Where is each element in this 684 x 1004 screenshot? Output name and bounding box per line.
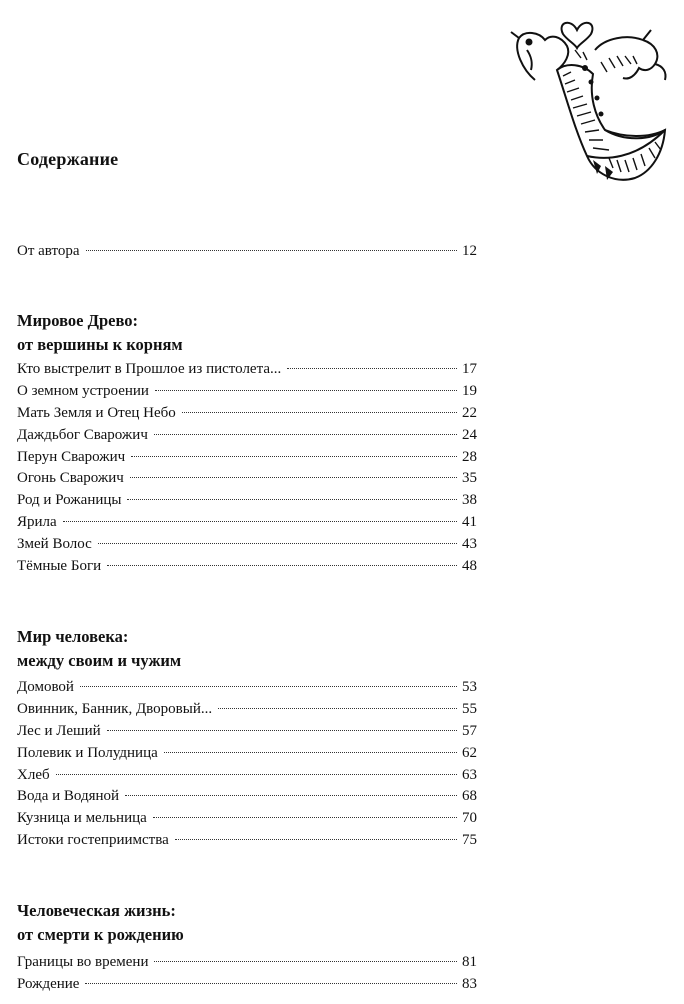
toc-entry-label: Тёмные Боги: [17, 558, 102, 575]
dot-leader: [287, 368, 457, 369]
toc-entry[interactable]: [17, 699, 477, 721]
toc-entry-label: Ярила: [17, 514, 57, 531]
section-heading-line2: от смерти к рождению: [17, 925, 184, 944]
toc-entry[interactable]: [17, 490, 477, 512]
toc-entry-page: 53: [462, 679, 477, 695]
toc-entry[interactable]: [17, 765, 477, 787]
toc-entry-page: 68: [462, 788, 477, 805]
toc-entry-page: 81: [462, 954, 477, 970]
toc-entry-label: Кузница и мельница: [17, 810, 147, 827]
dot-leader: [98, 543, 457, 544]
toc-entry-label: Истоки гостеприимства: [17, 832, 169, 849]
toc-entry[interactable]: [17, 534, 477, 556]
toc-entry-label: Овинник, Банник, Дворовый...: [17, 700, 213, 717]
toc-entry-label: О земном устроении: [17, 382, 149, 399]
toc-entry[interactable]: [17, 721, 477, 743]
toc-entry-page: 17: [462, 361, 477, 377]
toc-entry[interactable]: [17, 677, 477, 699]
toc-entry[interactable]: [17, 974, 477, 996]
section-heading: [17, 899, 184, 947]
toc-entry-page: 35: [462, 470, 477, 487]
toc-entry-page: 43: [462, 536, 477, 553]
toc-entry-label: Перун Сварожич: [17, 448, 126, 465]
toc-entry-page: 70: [462, 810, 477, 827]
toc-entry[interactable]: [17, 241, 477, 263]
toc-entry-page: 24: [462, 426, 477, 443]
toc-entry-label: Хлеб: [17, 766, 50, 783]
toc-entry[interactable]: [17, 556, 477, 578]
toc-entry[interactable]: [17, 743, 477, 765]
toc-entry-label: Границы во времени: [17, 954, 149, 970]
section-entry-list: [17, 359, 477, 578]
toc-entry[interactable]: [17, 447, 477, 469]
toc-entry[interactable]: [17, 952, 477, 974]
toc-entry-page: 28: [462, 448, 477, 465]
section-heading-line1: Мир человека:: [17, 627, 129, 646]
section-heading-line1: Человеческая жизнь:: [17, 901, 176, 920]
dot-leader: [125, 795, 457, 796]
section-entry-list: [17, 952, 477, 996]
toc-entry[interactable]: [17, 512, 477, 534]
toc-entry-page: 41: [462, 514, 477, 531]
section-heading: [17, 625, 181, 673]
toc-entry-label: Змей Волос: [17, 536, 92, 553]
dot-leader: [175, 839, 457, 840]
toc-entry-label: Даждьбог Сварожич: [17, 426, 148, 443]
dot-leader: [154, 434, 457, 435]
toc-entry-label: Мать Земля и Отец Небо: [17, 404, 176, 421]
toc-entry-page: 22: [462, 404, 477, 421]
toc-entry[interactable]: [17, 830, 477, 852]
toc-entry-label: Рождение: [17, 975, 80, 992]
dot-leader: [86, 250, 457, 251]
dot-leader: [85, 983, 457, 984]
toc-entry[interactable]: [17, 468, 477, 490]
dot-leader: [127, 499, 457, 500]
toc-entry[interactable]: [17, 403, 477, 425]
dot-leader: [131, 456, 457, 457]
toc-entry-page: 62: [462, 744, 477, 761]
toc-title: Содержание: [17, 149, 119, 169]
dot-leader: [155, 390, 457, 391]
toc-entry-page: 38: [462, 492, 477, 509]
toc-entry-label: Полевик и Полудница: [17, 744, 158, 761]
toc-entry-page: 63: [462, 766, 477, 783]
toc-entry[interactable]: [17, 359, 477, 381]
toc-entry-label: Огонь Сварожич: [17, 470, 124, 487]
dot-leader: [218, 708, 457, 709]
toc-entry-page: 48: [462, 558, 477, 575]
toc-entry-label: Домовой: [17, 679, 74, 695]
toc-entry[interactable]: [17, 425, 477, 447]
toc-entry-label: Кто выстрелит в Прошлое из пистолета...: [17, 361, 282, 377]
dot-leader: [182, 412, 457, 413]
toc-entry-page: 55: [462, 700, 477, 717]
dot-leader: [56, 774, 457, 775]
toc-entry[interactable]: [17, 786, 477, 808]
dot-leader: [130, 477, 457, 478]
dot-leader: [153, 817, 457, 818]
toc-entry-label: От автора: [17, 243, 80, 259]
toc-entry-page: 12: [462, 243, 477, 259]
dot-leader: [80, 686, 457, 687]
toc-entry-page: 57: [462, 722, 477, 739]
dot-leader: [154, 961, 457, 962]
carved-ladle-ornament-icon: [505, 10, 677, 188]
section-heading: [17, 309, 183, 357]
dot-leader: [107, 565, 457, 566]
section-heading-line1: Мировое Древо:: [17, 311, 138, 330]
toc-entry-page: 83: [462, 975, 477, 992]
dot-leader: [63, 521, 457, 522]
toc-entry-page: 75: [462, 832, 477, 849]
section-entry-list: [17, 677, 477, 852]
preface-list: [17, 241, 477, 263]
toc-entry-label: Лес и Леший: [17, 722, 101, 739]
dot-leader: [107, 730, 457, 731]
toc-entry[interactable]: [17, 808, 477, 830]
toc-entry-label: Вода и Водяной: [17, 788, 120, 805]
toc-entry-page: 19: [462, 382, 477, 399]
section-heading-line2: между своим и чужим: [17, 651, 182, 670]
dot-leader: [164, 752, 457, 753]
section-heading-line2: от вершины к корням: [17, 335, 183, 354]
toc-entry[interactable]: [17, 381, 477, 403]
toc-entry-label: Род и Рожаницы: [17, 492, 122, 509]
